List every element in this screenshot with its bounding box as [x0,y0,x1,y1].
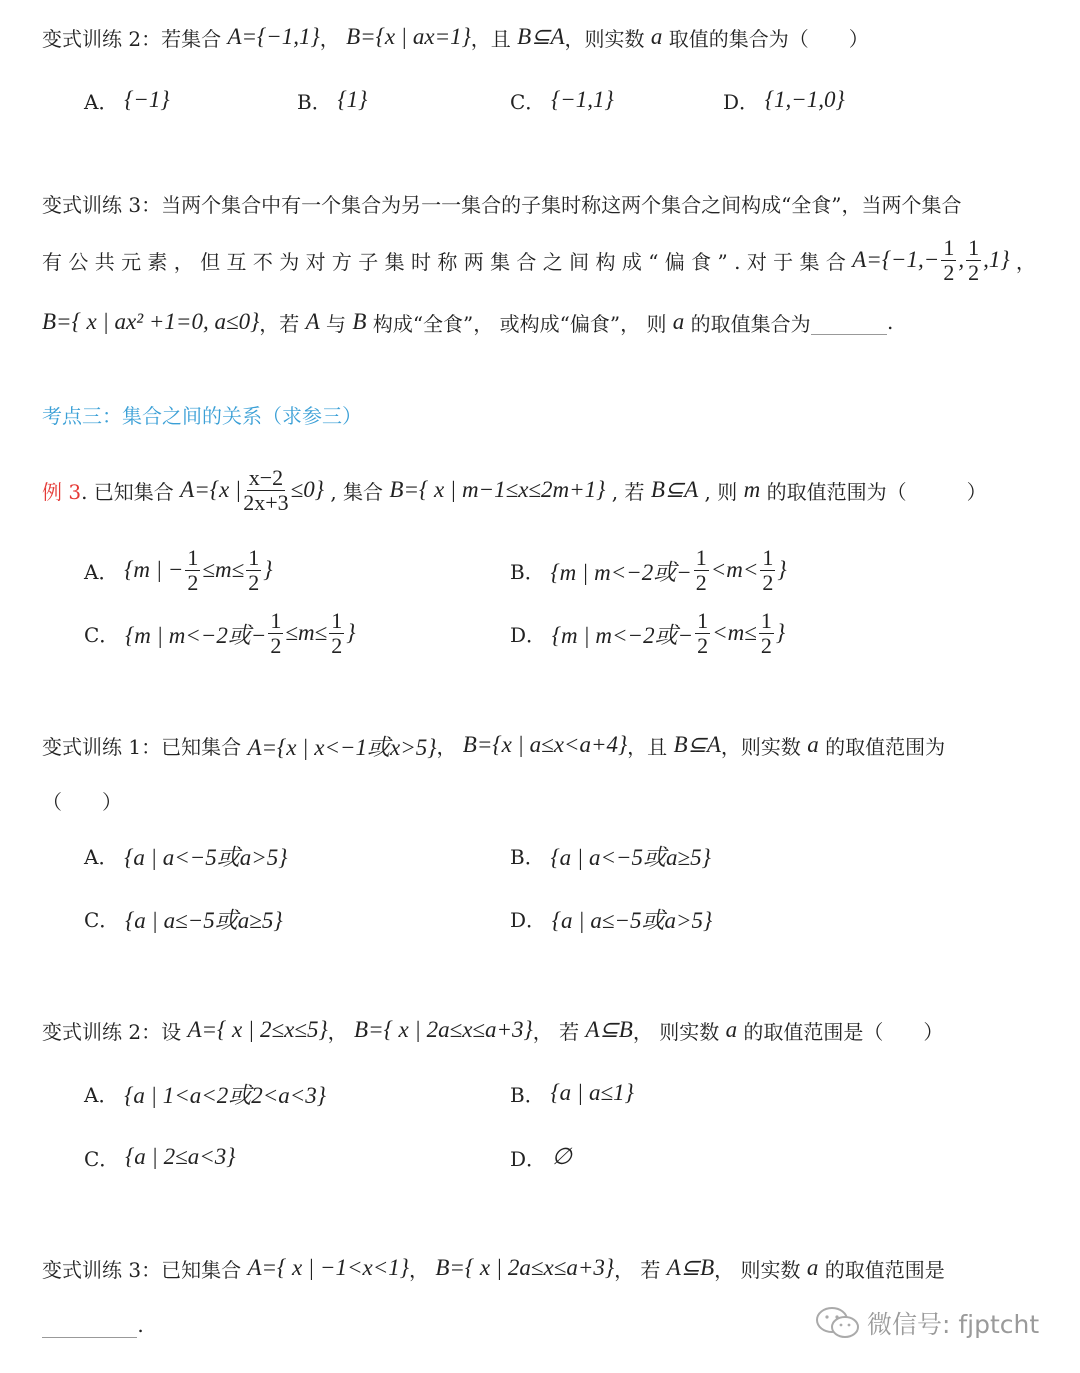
question-stem [42,173,962,233]
math-expression: A={x | x<−1或x>5} [247,734,437,760]
math-expression: {m | m<−2或− [544,559,692,585]
math-expression: a [725,1017,738,1042]
fraction [185,546,200,595]
fraction [329,609,344,658]
text: D． [510,907,547,932]
text: 的取值范围为（ ） [760,479,987,504]
math-expression: B={x | a≤x<a+4} [462,732,628,757]
text: D． [723,89,760,114]
option-a [84,540,272,600]
option-d [510,1127,572,1187]
math-expression: a [807,732,819,757]
text: B． [510,559,545,584]
text: A． [84,844,119,869]
text: C． [84,907,120,932]
math-expression: ∅ [546,1144,572,1169]
denominator: 2 [331,632,343,658]
math-expression: B⊆A [650,477,699,502]
watermark [815,1305,1039,1341]
numerator: 1 [968,234,980,260]
text: ， [408,1257,436,1282]
text: ，则实数 [564,26,651,51]
math-expression: m [743,477,761,502]
option-b [297,70,367,130]
text: ， 则实数 [632,1019,726,1044]
text: 有 公 共 元 素 ， 但 互 不 为 对 方 子 集 时 称 两 集 合 之 间 构 成 “ 偏 食 ” . 对 于 集 合 [42,249,853,274]
text: ， 若 [532,1019,586,1044]
math-expression: {a | a<−5或a≥5} [544,844,711,870]
numerator: 1 [697,607,709,633]
math-expression: {m | − [118,557,184,582]
text: , 则 [698,479,744,504]
math-expression: {a | 2≤a<3} [119,1144,236,1169]
math-expression: {−1,1} [545,87,614,112]
fraction [243,466,288,515]
numerator: 1 [270,607,282,633]
text: . [886,310,894,334]
option-c [510,70,614,130]
math-expression: A={−1,1} [227,24,320,49]
text: ， [319,26,347,51]
option-b [510,1063,634,1123]
math-expression: ,1} [983,247,1010,272]
math-expression: } [346,620,356,645]
watermark-text: 微信号: fjptcht [867,1310,1040,1339]
math-expression: {a | a≤−5或a≥5} [119,907,283,933]
denominator: 2x+3 [243,489,289,515]
numerator: 1 [187,544,199,570]
math-expression: a [672,309,685,334]
fraction [694,546,709,595]
math-expression: B={x | ax=1} [346,24,471,49]
text: 变式训练 3：已知集合 [42,1257,248,1282]
option-b [510,825,711,885]
fraction [759,609,774,658]
text: ， 若 [614,1257,667,1282]
numerator: 1 [943,234,955,260]
math-expression: <m< [710,557,759,582]
wechat-icon [815,1306,861,1340]
numerator: 1 [760,607,772,633]
denominator: 2 [697,632,709,658]
numerator: 1 [248,544,260,570]
denominator: 2 [248,569,260,595]
fraction [966,236,981,285]
numerator: 1 [695,544,707,570]
text: 取值的集合为（ ） [662,26,869,51]
text: A． [84,89,119,114]
text: A． [84,559,119,584]
math-expression: } [777,557,787,582]
text: ， [436,734,463,759]
math-expression: {a | a≤−5或a>5} [546,907,713,933]
text: D． [510,622,547,647]
text: B． [510,1082,545,1107]
text: 变式训练 3：当两个集合中有一个集合为另一一集合的子集时称这两个集合之间构成“全食”，当两个集合 [42,192,962,217]
text: 的取值范围是 [818,1257,945,1282]
example-stem [42,460,987,520]
text: ，且 [627,734,674,759]
math-expression: B={ x | 2a≤x≤a+3} [354,1017,533,1042]
text: ， [327,1019,355,1044]
text: 变式训练 2：若集合 [42,26,228,51]
math-expression: , [958,247,965,272]
math-expression: A={−1,− [852,247,940,272]
text: （ ） [42,789,122,814]
math-expression: {1} [331,87,368,112]
option-a [84,70,170,130]
option-d [723,70,845,130]
text: A． [84,1082,119,1107]
text: D． [510,1146,547,1171]
math-expression: a [806,1255,819,1280]
question-stem [42,1238,945,1298]
math-expression: ≤m≤ [202,557,245,582]
math-expression: A⊆B [585,1017,633,1042]
denominator: 2 [943,259,955,285]
text: ， [1009,249,1036,274]
fraction [268,609,283,658]
denominator: 2 [270,632,282,658]
fraction [760,546,775,595]
text: C． [510,89,546,114]
text: 的取值范围为 [818,734,946,759]
math-expression: A={ x | −1<x<1} [247,1255,409,1280]
option-c [84,603,355,663]
text: B． [510,844,545,869]
math-expression: B⊆A [517,24,565,49]
fraction [246,546,261,595]
math-expression: {a | a<−5或a>5} [118,844,288,870]
text: 变式训练 2：设 [42,1019,188,1044]
answer-brackets [42,770,122,830]
option-d [510,888,712,948]
numerator: 1 [331,607,343,633]
denominator: 2 [695,569,707,595]
fraction [941,236,956,285]
math-expression: A={ x | 2≤x≤5} [187,1017,328,1042]
fraction [695,609,710,658]
math-expression: {1,−1,0} [759,87,845,112]
denominator: 2 [968,259,980,285]
text: . [137,1313,144,1337]
question-stem [42,230,1036,290]
text: 构成“全食”， 或构成“偏食”， 则 [366,311,673,336]
math-expression: B={ x | 2a≤x≤a+3} [435,1255,615,1280]
text: ，且 [470,26,518,51]
math-expression: ≤0} [290,477,324,502]
option-c [84,888,283,948]
denominator: 2 [187,569,199,595]
option-a [84,1063,326,1123]
math-expression: {m | m<−2或− [119,622,267,648]
text: C． [84,622,120,647]
example-label: 例 3 [42,479,82,504]
numerator: 1 [762,544,774,570]
text: 的取值集合为 [684,311,811,336]
answer-blank [42,1313,137,1338]
math-expression: B={ x | ax² +1=0, a≤0} [42,309,260,334]
text: ，则实数 [720,734,808,759]
text: B． [297,89,332,114]
answer-blank [811,310,887,335]
text: , 若 [605,479,651,504]
math-expression: } [263,557,273,582]
math-expression: ≤m≤ [285,620,328,645]
math-expression: A [305,309,320,334]
text: . 已知集合 [81,479,181,504]
section-heading [42,384,362,444]
question-stem [42,7,869,67]
math-expression: <m≤ [712,620,757,645]
text: 考点三：集合之间的关系（求参三） [42,403,362,428]
text: ， 则实数 [714,1257,807,1282]
math-expression: A⊆B [666,1255,715,1280]
math-expression: {m | m<−2或− [546,622,694,648]
math-expression: A={x | [180,477,242,502]
text: ，若 [259,311,306,336]
option-b [510,540,787,600]
text: C． [84,1146,120,1171]
question-stem [42,715,945,775]
question-stem [42,1000,943,1060]
math-expression: } [775,620,786,645]
answer-blank [42,1295,144,1355]
text: 与 [319,311,353,336]
numerator: x−2 [248,464,284,490]
math-expression: {−1} [118,87,170,112]
math-expression: B [352,309,367,334]
option-a [84,825,287,885]
math-expression: {a | a≤1} [544,1080,634,1105]
math-expression: B⊆A [673,732,721,757]
option-c [84,1127,235,1187]
math-expression: B={ x | m−1≤x≤2m+1} [389,477,606,502]
text: , 集合 [323,479,390,504]
text: 的取值范围是（ ） [737,1019,944,1044]
math-expression: {a | 1<a<2或2<a<3} [118,1082,327,1108]
question-stem [42,292,893,352]
text: 变式训练 1：已知集合 [42,734,248,759]
denominator: 2 [760,632,772,658]
option-d [510,603,785,663]
math-expression: a [650,24,663,49]
denominator: 2 [762,569,774,595]
